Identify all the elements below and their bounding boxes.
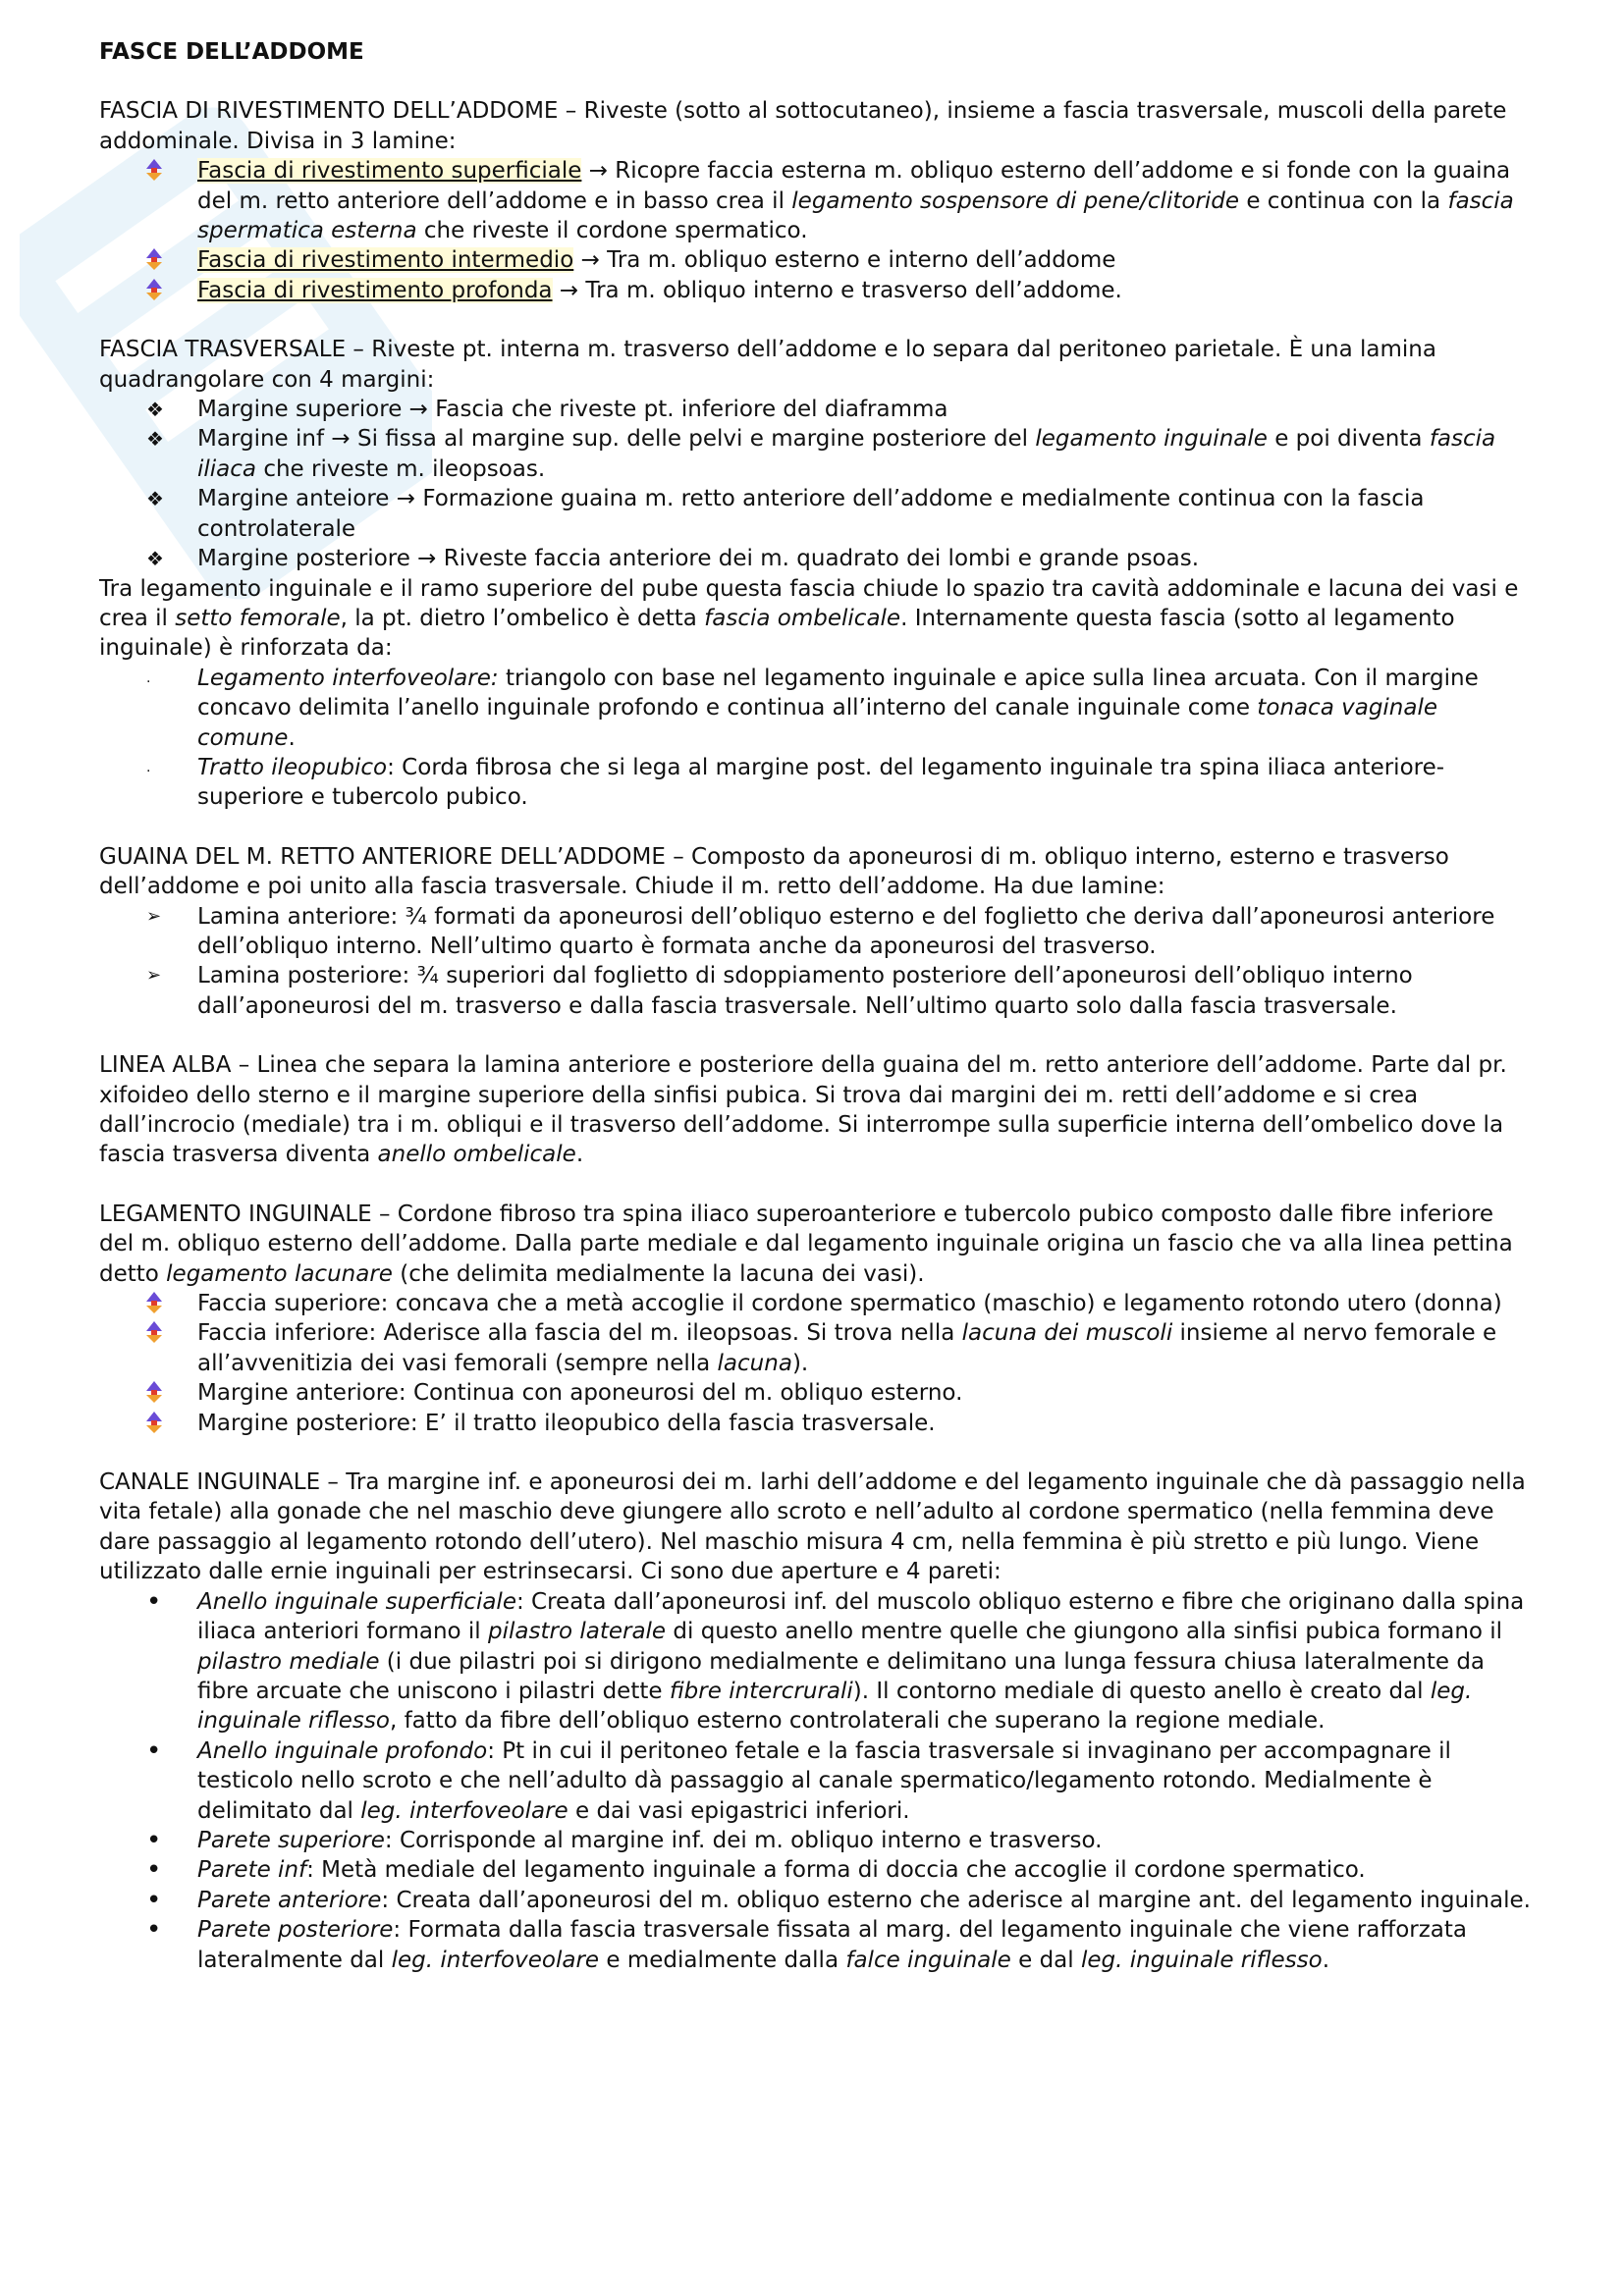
list-item: ❖ Margine anteiore → Formazione guaina m. retto anteriore dell’addome e medialmente continua con la fascia controlaterale [146,486,1425,542]
list-item: • Parete posteriore: Formata dalla fascia trasversale fissata al marg. del legamento inguinale che viene rafforzata lateralmente dal leg. interfoveolare e medialmente dalla falce inguinale e dal leg. inguinale riflesso. [146,1915,1468,1973]
list-item: • Parete anteriore: Creata dall’aponeurosi del m. obliquo esterno che aderisce al margine ant. del legamento inguinale. [146,1885,1531,1915]
flag-bullet-icon [146,1378,170,1408]
section-intro: LEGAMENTO INGUINALE – Cordone fibroso tra spina iliaco superoanteriore e tubercolo pubico composto dalle fibre inferiore del m. obliquo esterno dell’addome. Dalla parte mediale e dal legamento inguinale origina un fascio che va alla linea pettina detto legamento lacunare (che delimita medialmente la lacuna dei vasi). [99,1201,1513,1287]
dot-bullet-icon: . [146,669,151,686]
section-legamento-inguinale [99,1200,1535,1438]
lamine-list [99,156,1535,305]
facce-list [99,1289,1535,1438]
lamine-guaina-list [99,902,1535,1022]
section-fascia-rivestimento [99,96,1535,305]
bullet-dot-icon: • [146,1915,162,1946]
diamond-bullet-icon: ❖ [146,547,164,571]
flag-bullet-icon [146,245,170,275]
dot-bullet-icon: . [146,759,151,775]
list-item: • Parete inf: Metà mediale del legamento inguinale a forma di doccia che accoglie il cordone spermatico. [146,1855,1366,1886]
list-item: Fascia di rivestimento superficiale → Ricopre faccia esterna m. obliquo esterno dell’addome e si fonde con la guaina del m. retto anteriore dell’addome e in basso crea il legamento sospensore di pene/clitoride e continua con la fascia spermatica esterna che riveste il cordone spermatico. [99,156,1535,245]
diamond-bullet-icon: ❖ [146,487,164,511]
section-fascia-trasversale [99,335,1535,813]
list-item: Margine posteriore: E’ il tratto ileopubico della fascia trasversale. [99,1409,1535,1438]
list-item: • Parete superiore: Corrisponde al margine inf. dei m. obliquo interno e trasverso. [146,1825,1103,1855]
bullet-dot-icon: • [146,1735,162,1766]
page-title: FASCE DELL’ADDOME [99,39,364,65]
item-term: Fascia di rivestimento profonda [197,277,553,303]
item-term: Fascia di rivestimento intermedio [197,247,574,274]
section-intro: FASCIA DI RIVESTIMENTO DELL’ADDOME – Riveste (sotto al sottocutaneo), insieme a fascia trasversale, muscoli della parete addominale. Divisa in 3 lamine: [99,98,1507,154]
list-item: • Anello inguinale profondo: Pt in cui il peritoneo fetale e la fascia trasversale si invaginano per accompagnare il testicolo nello scroto e che nell’adulto dà passaggio al canale spermatico/legamento rotondo. Medialmente è delimitato dal leg. interfoveolare e dai vasi epigastrici inferiori. [146,1735,1451,1824]
bullet-dot-icon: • [146,1855,162,1886]
item-term: Fascia di rivestimento superficiale [197,158,582,185]
flag-bullet-icon [146,1289,170,1318]
flag-bullet-icon [146,276,170,305]
document-page [99,37,1535,2004]
bullet-dot-icon: • [146,1885,162,1915]
paragraph: Tra legamento inguinale e il ramo superiore del pube questa fascia chiude lo spazio tra cavità addominale e lacuna dei vasi e crea il setto femorale, la pt. dietro l’ombelico è detta fascia ombelicale. Internamente questa fascia (sotto al legamento inguinale) è rinforzata da: [99,575,1519,662]
pareti-list [99,1587,1535,1975]
diamond-bullet-icon: ❖ [146,427,164,452]
arrowhead-bullet-icon: ➢ [146,905,162,927]
list-item: Faccia superiore: concava che a metà accoglie il cordone spermatico (maschio) e legamento rotondo utero (donna) [99,1289,1535,1318]
section-canale-inguinale [99,1468,1535,1975]
list-item: ❖ Margine superiore → Fascia che riveste pt. inferiore del diaframma [99,395,1535,424]
list-item: ❖ Margine posteriore → Riveste faccia anteriore dei m. quadrato dei lombi e grande psoas. [99,544,1535,573]
list-item: . Legamento interfoveolare: triangolo con base nel legamento inguinale e apice sulla linea arcuata. Con il margine concavo delimita l’anello inguinale profondo e continua all’interno del canale inguinale come tonaca vaginale comune. [146,665,1479,751]
list-item: Faccia inferiore: Aderisce alla fascia del m. ileopsoas. Si trova nella lacuna dei muscoli insieme al nervo femorale e all’avvenitizia dei vasi femorali (sempre nella lacuna). [99,1318,1535,1378]
flag-bullet-icon [146,1409,170,1438]
list-item: Margine anteriore: Continua con aponeurosi del m. obliquo esterno. [99,1378,1535,1408]
section-intro: CANALE INGUINALE – Tra margine inf. e aponeurosi dei m. larhi dell’addome e del legamento inguinale che dà passaggio nella vita fetale) alla gonade che nel maschio deve giungere allo scroto e nell’adulto al cordone spermatico (nella femmina deve dare passaggio al legamento rotondo dell’utero). Nel maschio misura 4 cm, nella femmina è più stretto e più lungo. Viene utilizzato dalle ernie inguinali per estrinsecarsi. Ci sono due aperture e 4 pareti: [99,1469,1526,1585]
arrowhead-bullet-icon: ➢ [146,965,162,987]
section-linea-alba: LINEA ALBA – Linea che separa la lamina anteriore e posteriore della guaina del m. retto anteriore dell’addome. Parte dal pr. xifoideo dello sterno e il margine superiore della sinfisi pubica. Si trova dai margini dei m. retti dell’addome e si crea dall’incrocio (mediale) tra i m. obliqui e il trasverso dell’addome. Si interrompe sulla superficie interna dell’ombelico dove la fascia trasversa diventa anello ombelicale. [99,1052,1507,1168]
list-item: ➢ Lamina anteriore: ¾ formati da aponeurosi dell’obliquo esterno e del foglietto che deriva dall’aponeurosi anteriore dell’obliquo interno. Nell’ultimo quarto è formata anche da aponeurosi del trasverso. [146,903,1495,959]
margini-list [99,395,1535,573]
list-item: • Anello inguinale superficiale: Creata dall’aponeurosi inf. del muscolo obliquo esterno e fibre che originano dalla spina iliaca anteriori formano il pilastro laterale di questo anello mentre quelle che giungono alla sinfisi pubica formano il pilastro mediale (i due pilastri poi si dirigono medialmente e delimitano una lunga fessura chiusa lateralmente da fibre arcuate che uniscono i pilastri dette fibre intercrurali). Il contorno mediale di questo anello è creato dal leg. inguinale riflesso, fatto da fibre dell’obliquo esterno controlaterali che superano la regione mediale. [146,1586,1525,1735]
rinforzi-list [99,664,1535,813]
diamond-bullet-icon: ❖ [146,398,164,422]
bullet-dot-icon: • [146,1586,162,1617]
flag-bullet-icon [146,1318,170,1348]
section-guaina-retto [99,842,1535,1021]
section-intro: GUAINA DEL M. RETTO ANTERIORE DELL’ADDOME – Composto da aponeurosi di m. obliquo interno, esterno e trasverso dell’addome e poi unito alla fascia trasversale. Chiude il m. retto dell’addome. Ha due lamine: [99,843,1449,900]
list-item: ❖ Margine inf → Si fissa al margine sup. delle pelvi e margine posteriore del legamento inguinale e poi diventa fascia iliaca che riveste m. ileopsoas. [146,426,1496,482]
list-item: . Tratto ileopubico: Corda fibrosa che si lega al margine post. del legamento inguinale tra spina iliaca anteriore-superiore e tubercolo pubico. [146,754,1445,811]
list-item: ➢ Lamina posteriore: ¾ superiori dal foglietto di sdoppiamento posteriore dell’aponeurosi dell’obliquo interno dall’aponeurosi del m. trasverso e dalla fascia trasversale. Nell’ultimo quarto solo dalla fascia trasversale. [146,963,1413,1019]
flag-bullet-icon [146,156,170,186]
list-item: Fascia di rivestimento profonda → Tra m. obliquo interno e trasverso dell’addome. [99,276,1535,305]
section-intro: FASCIA TRASVERSALE – Riveste pt. interna m. trasverso dell’addome e lo separa dal peritoneo parietale. È una lamina quadrangolare con 4 margini: [99,337,1436,393]
bullet-dot-icon: • [146,1825,162,1855]
list-item: Fascia di rivestimento intermedio → Tra m. obliquo esterno e interno dell’addome [99,245,1535,275]
